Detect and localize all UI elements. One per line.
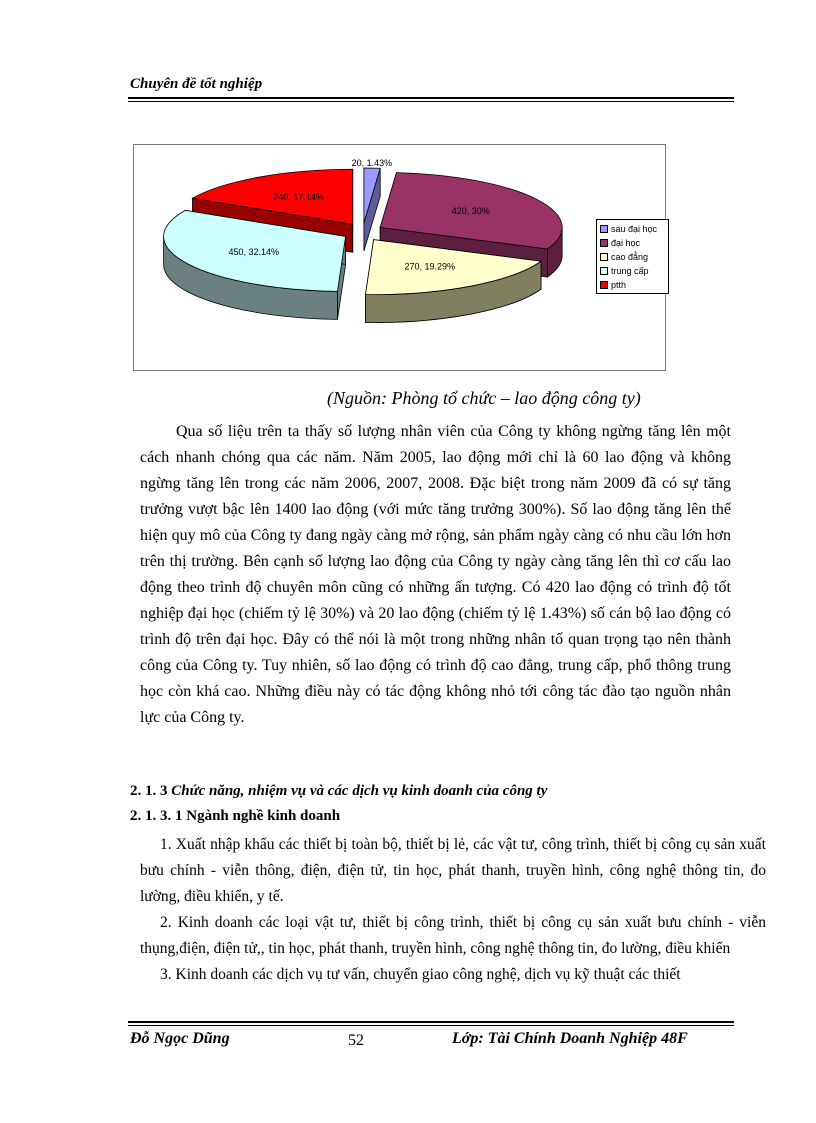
legend-item-dai-hoc (600, 236, 666, 250)
data-label-dai-hoc: 420, 30% (451, 206, 490, 217)
body-paragraph-block (140, 419, 731, 731)
legend-swatch (600, 225, 608, 233)
pie-chart-svg (134, 145, 665, 370)
subsection-title: Ngành nghề kinh doanh (186, 808, 341, 824)
subsection-heading (130, 808, 340, 825)
legend-item-ptth (600, 278, 666, 292)
legend-item-cao-dang (600, 250, 666, 264)
header-title: Chuyên đề tốt nghiệp (130, 76, 263, 92)
footer-rule (128, 1021, 734, 1026)
footer-class-info: Lớp: Tài Chính Doanh Nghiệp 48F (452, 1030, 688, 1047)
business-list (140, 832, 766, 988)
pie-chart (133, 144, 666, 371)
subsection-number: 2. 1. 3. 1 (130, 808, 183, 824)
list-item: 2. Kinh doanh các loại vật tư, thiết bị công trình, thiết bị công cụ sản xuất bưu chính - viễn thụng,điện, điện tử,, tin học, phát thanh, truyền hình, công nghệ thông tin, đo lường, điều khiển (140, 914, 766, 957)
section-title: Chức năng, nhiệm vụ và các dịch vụ kinh doanh của công ty (171, 783, 548, 799)
data-label-sau-dai-hoc: 20, 1.43% (351, 158, 393, 169)
data-label-cao-dang: 270, 19.29% (404, 261, 456, 272)
section-number: 2. 1. 3 (130, 783, 168, 799)
header-rule (128, 97, 734, 102)
legend-swatch (600, 267, 608, 275)
section-heading (130, 783, 547, 800)
list-item: 3. Kinh doanh các dịch vụ tư vấn, chuyển giao công nghệ, dịch vụ kỹ thuật các thiết (160, 966, 681, 983)
legend-item-trung-cap (600, 264, 666, 278)
data-label-ptth: 240, 17.14% (273, 191, 324, 202)
legend-label: ptth (611, 280, 627, 290)
legend-label: đại học (611, 238, 641, 248)
legend-swatch (600, 253, 608, 261)
footer-author: Đỗ Ngọc Dũng (130, 1030, 230, 1047)
legend-label: cao đẳng (611, 252, 649, 262)
legend-label: sau đại học (611, 224, 658, 234)
data-label-trung-cap: 450, 32.14% (228, 247, 280, 258)
list-item: 1. Xuất nhập khẩu các thiết bị toàn bộ, thiết bị lẻ, các vật tư, công trình, thiết bị công cụ sản xuất bưu chính - viễn thông, điện, điện tử, tin học, phát thanh, truyền hình, công nghệ thông tin, đo lường, điều khiển, y tế. (140, 836, 766, 905)
legend-label: trung cấp (611, 266, 649, 276)
legend-swatch (600, 281, 608, 289)
chart-source: (Nguồn: Phòng tổ chức – lao động công ty) (327, 388, 641, 408)
chart-legend (596, 219, 669, 294)
legend-swatch (600, 239, 608, 247)
legend-item-sau-dai-hoc (600, 222, 666, 236)
body-paragraph: Qua số liệu trên ta thấy số lượng nhân viên của Công ty không ngừng tăng lên một cách nhanh chóng qua các năm. Năm 2005, lao động mới chỉ là 60 lao động và không ngừng tăng lên trong các năm 2006, 2007, 2008. Đặc biệt trong năm 2009 đã có sự tăng trưởng vượt bậc lên 1400 lao động (với mức tăng trưởng 300%). Số lao động tăng lên thể hiện quy mô của Công ty đang ngày càng mở rộng, sản phẩm ngày càng có nhu cầu lớn hơn trên thị trường. Bên cạnh số lượng lao động của Công ty ngày càng tăng lên thì cơ cấu lao động theo trình độ chuyên môn cũng có những ấn tượng. Có 420 lao động có trình độ tốt nghiệp đại học (chiếm tỷ lệ 30%) và 20 lao động (chiếm tỷ lệ 1.43%) số cán bộ lao động có trình độ trên đại học. Đây có thể nói là một trong những nhân tố quan trọng tạo nên thành công của Công ty. Tuy nhiên, số lao động có trình độ cao đẳng, trung cấp, phổ thông trung học còn khá cao. Những điều này có tác động không nhỏ tới công tác đào tạo nguồn nhân lực của Công ty. (140, 423, 731, 726)
footer-page-number: 52 (348, 1032, 364, 1049)
